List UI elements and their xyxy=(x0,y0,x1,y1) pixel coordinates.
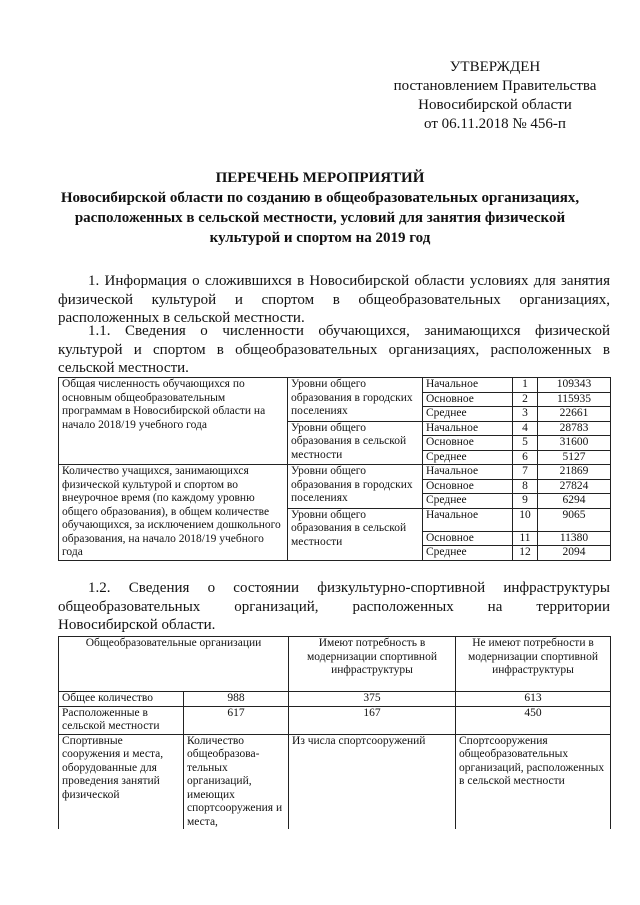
rural-row-label: Расположенные в сельской местности xyxy=(59,706,184,734)
level-cell: Основное xyxy=(423,436,513,451)
value-cell: 6294 xyxy=(538,494,611,509)
row-number: 4 xyxy=(513,421,538,436)
row-number: 9 xyxy=(513,494,538,509)
rural-row-need: 167 xyxy=(289,706,456,734)
level-cell: Начальное xyxy=(423,421,513,436)
total-value: 988 xyxy=(184,692,289,707)
total-need: 375 xyxy=(289,692,456,707)
level-cell: Начальное xyxy=(423,508,513,531)
urban-label: Уровни общего образования в городских поселениях xyxy=(288,465,423,509)
approval-date: от 06.11.2018 № 456-п xyxy=(424,116,566,132)
title-line-4: культурой и спортом на 2019 год xyxy=(209,230,431,246)
level-cell: Начальное xyxy=(423,465,513,480)
rural-row-value: 617 xyxy=(184,706,289,734)
value-cell: 5127 xyxy=(538,450,611,465)
level-cell: Среднее xyxy=(423,450,513,465)
section-1-2 xyxy=(58,579,610,635)
value-cell: 109343 xyxy=(538,378,611,393)
document-title xyxy=(40,168,600,248)
value-cell: 22661 xyxy=(538,407,611,422)
value-cell: 115935 xyxy=(538,392,611,407)
value-cell: 2094 xyxy=(538,546,611,561)
row-number: 2 xyxy=(513,392,538,407)
row-number: 11 xyxy=(513,531,538,546)
infrastructure-table xyxy=(58,636,611,829)
section-1-1-text: 1.1. Сведения о численности обучающихся, занимающихся физической культурой и спортом в общеобразовательных организациях, расположенных в сельской местности. xyxy=(58,323,610,376)
section-1-1 xyxy=(58,322,610,378)
facilities-count-label: Количество общеобразова-тельных организаций, имеющих спортсооружения и места, xyxy=(184,734,289,829)
level-cell: Среднее xyxy=(423,494,513,509)
level-cell: Начальное xyxy=(423,378,513,393)
section-1-2-line-2: общеобразовательных организаций, расположенных на территории xyxy=(58,598,610,615)
rural-label: Уровни общего образования в сельской местности xyxy=(288,421,423,465)
level-cell: Основное xyxy=(423,531,513,546)
total-no-need: 613 xyxy=(456,692,611,707)
row-number: 6 xyxy=(513,450,538,465)
header-no-need: Не имеют потребности в модернизации спортивной инфраструктуры xyxy=(456,637,611,692)
section-1-text: 1. Информация о сложившихся в Новосибирской области условиях для занятия физической культурой и спортом в общеобразовательных организациях, расположенных в сельской местности. xyxy=(58,273,610,326)
approval-region: Новосибирской области xyxy=(418,97,572,113)
value-cell: 21869 xyxy=(538,465,611,480)
row-number: 5 xyxy=(513,436,538,451)
value-cell: 11380 xyxy=(538,531,611,546)
approval-decree: постановлением Правительства xyxy=(393,78,597,94)
section-1 xyxy=(58,272,610,328)
total-label: Общее количество xyxy=(59,692,184,707)
group-1-label: Общая численность обучающихся по основным общеобразовательным программам в Новосибирской области на начало 2018/19 учебного года xyxy=(59,378,288,465)
rural-label: Уровни общего образования в сельской местности xyxy=(288,508,423,560)
section-1-2-line-1: 1.2. Сведения о состоянии физкультурно-спортивной инфраструктуры xyxy=(88,580,610,596)
value-cell: 27824 xyxy=(538,479,611,494)
facilities-rural-label: Спортсооружения общеобразовательных организаций, расположенных в сельской местности xyxy=(456,734,611,829)
level-cell: Основное xyxy=(423,392,513,407)
facilities-from-label: Из числа спортсооружений xyxy=(289,734,456,829)
urban-label: Уровни общего образования в городских поселениях xyxy=(288,378,423,422)
row-number: 8 xyxy=(513,479,538,494)
level-cell: Основное xyxy=(423,479,513,494)
section-1-2-line-3: Новосибирской области. xyxy=(58,617,216,633)
title-line-2: Новосибирской области по созданию в общеобразовательных организациях, xyxy=(60,190,580,206)
row-number: 3 xyxy=(513,407,538,422)
approval-title: УТВЕРЖДЕН xyxy=(449,59,541,75)
approval-stamp xyxy=(380,58,610,134)
value-cell: 9065 xyxy=(538,508,611,531)
students-table xyxy=(58,377,611,561)
title-line-3: расположенных в сельской местности, условий для занятия физической xyxy=(74,210,566,226)
value-cell: 28783 xyxy=(538,421,611,436)
level-cell: Среднее xyxy=(423,546,513,561)
rural-row-no-need: 450 xyxy=(456,706,611,734)
value-cell: 31600 xyxy=(538,436,611,451)
title-line-1: ПЕРЕЧЕНЬ МЕРОПРИЯТИЙ xyxy=(215,170,425,186)
row-number: 7 xyxy=(513,465,538,480)
header-organizations: Общеобразовательные организации xyxy=(59,637,289,692)
row-number: 12 xyxy=(513,546,538,561)
row-number: 1 xyxy=(513,378,538,393)
header-need: Имеют потребность в модернизации спортивной инфраструктуры xyxy=(289,637,456,692)
group-2-label: Количество учащихся, занимающихся физической культурой и спортом во внеурочное время (по каждому уровню общего образования), в общем количестве обучающихся, за исключением дошкольного образования, на начало 2018/19 учебного года xyxy=(59,465,288,561)
level-cell: Среднее xyxy=(423,407,513,422)
facilities-label: Спортивные сооружения и места, оборудованные для проведения занятий физической xyxy=(59,734,184,829)
row-number: 10 xyxy=(513,508,538,531)
